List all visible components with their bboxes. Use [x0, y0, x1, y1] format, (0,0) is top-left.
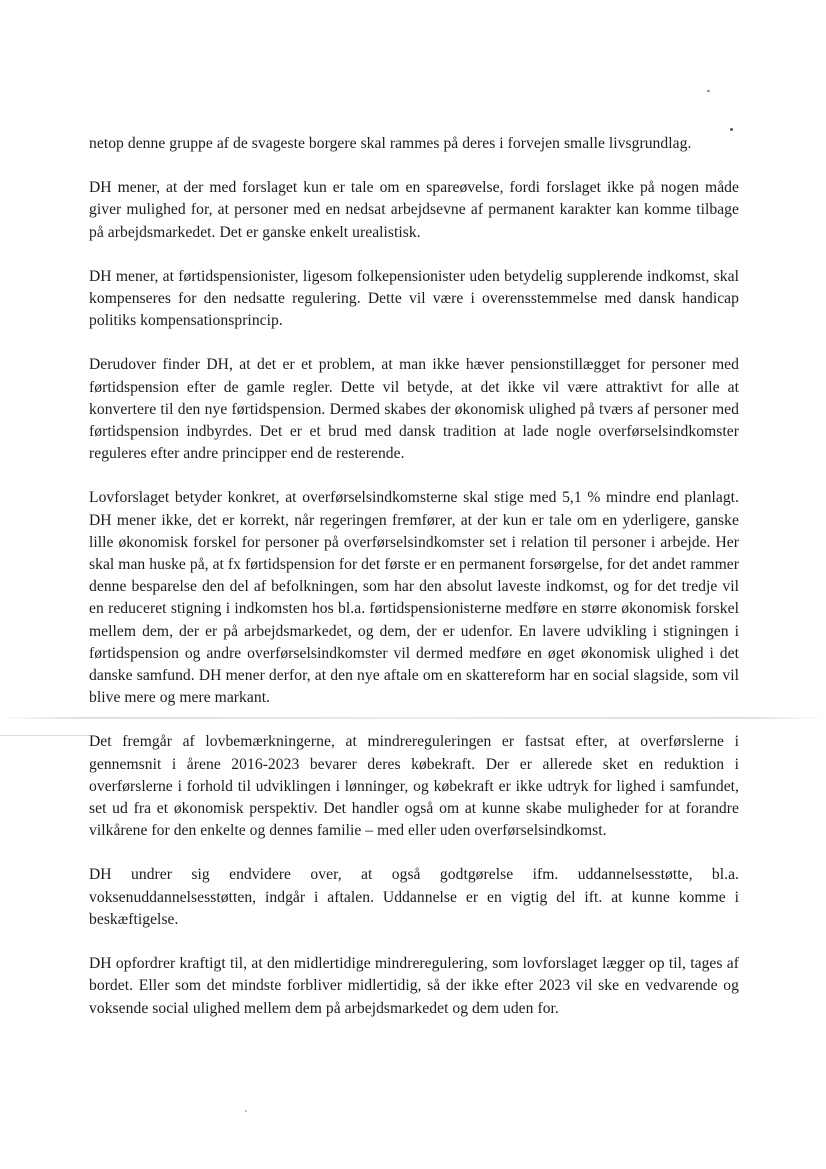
paragraph: Lovforslaget betyder konkret, at overførselsindkomsterne skal stige med 5,1 % mindre end planlagt. DH mener ikke, det er korrekt, når regeringen fremfører, at der kun er tale om en yderligere, ganske lille økonomisk forskel for personer på overførselsindkomster set i relation til personer i arbejde. Her skal man huske på, at fx førtidspension for det første er en permanent forsørgelse, for det andet rammer denne besparelse den del af befolkningen, som har den absolut laveste indkomst, og for det tredje vil en reduceret stigning i indkomsten hos bl.a. førtidspensionisterne medføre en større økonomisk forskel mellem dem, der er på arbejdsmarkedet, og dem, der er udenfor. En lavere udvikling i stigningen i førtidspension og andre overførselsindkomster vil dermed medføre en øget økonomisk ulighed i det danske samfund. DH mener derfor, at den nye aftale om en skattereform har en social slagside, som vil blive mere og mere markant.	[89, 489, 739, 707]
document-body	[89, 133, 739, 1020]
paragraph: netop denne gruppe af de svageste borgere skal rammes på deres i forvejen smalle livsgrundlag.	[89, 135, 692, 152]
paragraph: DH undrer sig endvidere over, at også godtgørelse ifm. uddannelsesstøtte, bl.a. voksenuddannelsesstøtten, indgår i aftalen. Uddannelse er en vigtig del ift. at kunne komme i beskæftigelse.	[89, 866, 739, 928]
paragraph: Det fremgår af lovbemærkningerne, at mindrereguleringen er fastsat efter, at overførslerne i gennemsnit i årene 2016-2023 bevarer deres købekraft. Der er allerede sket en reduktion i overførslerne i forhold til udviklingen i lønninger, og købekraft er ikke udtryk for lighed i samfundet, set ud fra et økonomisk perspektiv. Det handler også om at kunne skabe muligheder for at forandre vilkårene for den enkelte og dennes familie – med eller uden overførselsindkomst.	[89, 733, 739, 840]
paragraph: DH opfordrer kraftigt til, at den midlertidige mindreregulering, som lovforslaget lægger op til, tages af bordet. Eller som det mindste forbliver midlertidig, så der ikke efter 2023 vil ske en vedvarende og voksende social ulighed mellem dem på arbejdsmarkedet og dem uden for.	[89, 955, 739, 1017]
paragraph: DH mener, at der med forslaget kun er tale om en spareøvelse, fordi forslaget ikke på nogen måde giver mulighed for, at personer med en nedsat arbejdsevne af permanent karakter kan komme tilbage på arbejdsmarkedet. Det er ganske enkelt urealistisk.	[89, 179, 739, 241]
scan-artifact-line	[0, 735, 90, 736]
paragraph: DH mener, at førtidspensionister, ligesom folkepensionister uden betydelig supplerende indkomst, skal kompenseres for den nedsatte regulering. Dette vil være i overensstemmelse med dansk handicap politiks kompensationsprincip.	[89, 267, 739, 330]
scan-speck	[730, 128, 733, 131]
scan-speck	[245, 1110, 247, 1112]
scan-speck	[707, 90, 710, 92]
paragraph: Derudover finder DH, at det er et problem, at man ikke hæver pensionstillægget for personer med førtidspension efter de gamle regler. Dette vil betyde, at det ikke vil være attraktivt for alle at konvertere til den nye førtidspension. Dermed skabes der økonomisk ulighed på tværs af personer med førtidspension indbyrdes. Det er et brud med dansk tradition at lade nogle overførselsindkomster reguleres efter andre principper end de resterende.	[89, 356, 739, 463]
